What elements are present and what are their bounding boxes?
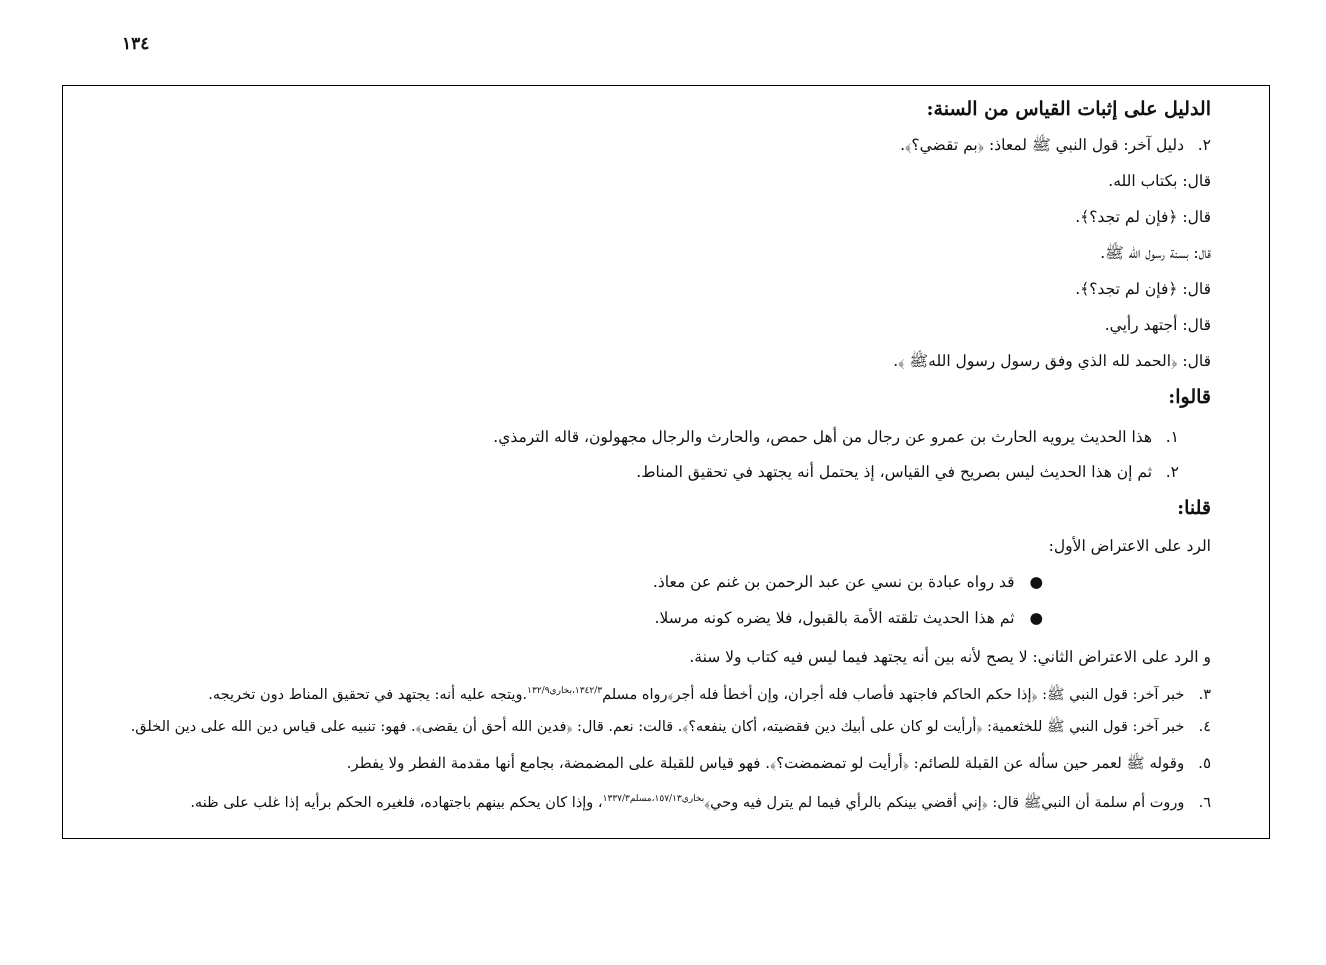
evidence-item <box>347 752 1211 774</box>
dialogue-line: قال: أجتهد رأيي. <box>1104 316 1211 334</box>
evidence-item <box>190 788 1211 814</box>
item-number: ٥. <box>1198 754 1211 772</box>
bullet-icon: ● <box>1029 573 1043 591</box>
bullet-icon: ● <box>1029 609 1043 627</box>
evidence-text: وقوله ﷺ لعمر حين سأله عن القبلة للصائم: ﴿أرأيت لو تمضمضت؟﴾. فهو قياس للقبلة على المضمضة، بجامع أنها مقدمة الفطر ولا يفطر. <box>346 754 1185 772</box>
evidence-text: وروت أم سلمة أن النبيﷺ قال: ﴿إني أقضي بينكم بالرأي فيما لم يترل فيه وحي﴾ <box>704 794 1185 811</box>
objection-item <box>636 461 1179 483</box>
citation: بخاري١٥٧/١٣،مسلم١٣٣٧/٣ <box>602 794 705 804</box>
evidence-item <box>131 716 1211 738</box>
dialogue-line: قال: ﴿فإن لم تجد؟﴾. <box>1075 280 1211 298</box>
evidence-text: خبر آخر: قول النبي ﷺ للخثعمية: ﴿أرأيت لو كان على أبيك دين فقضيته، أكان ينفعه؟﴾. قالت: نعم. قال: ﴿فدين الله أحق أن يقضى﴾. فهو: تنبيه على قياس دين الله على دين الخلق. <box>130 719 1185 735</box>
evidence-item <box>208 680 1211 706</box>
section-title: الدليل على إثبات القياس من السنة: <box>926 98 1211 120</box>
item-number: ٦. <box>1198 794 1211 811</box>
item-number: ٣. <box>1198 686 1211 703</box>
reply1-intro: الرد على الاعتراض الأول: <box>1048 537 1211 555</box>
objection-text: ثم إن هذا الحديث ليس بصريح في القياس، إذ يحتمل أنه يجتهد في تحقيق المناط. <box>636 463 1153 481</box>
qulna-heading: قلنا: <box>1177 497 1211 519</box>
dialogue-line: قال: بسنة رسول الله ﷺ. <box>1100 244 1211 262</box>
objection-item <box>493 426 1179 448</box>
citation: ١٣٤٢/٣،بخاري١٣٢/٩ <box>527 686 603 696</box>
evidence-text-end: .ويتجه عليه أنه: يجتهد في تحقيق المناط دون تخريجه. <box>208 686 528 703</box>
hadith-intro-text: دليل آخر: قول النبي ﷺ لمعاذ: ﴿بم تقضي؟﴾. <box>900 136 1185 154</box>
bullet-text: قد رواه عبادة بن نسي عن عبد الرحمن بن غنم عن معاذ. <box>652 573 1015 591</box>
evidence-text: خبر آخر: قول النبي ﷺ: ﴿إذا حكم الحاكم فاجتهد فأصاب فله أجران، وإن أخطأ فله أجر﴾رواه مسلم <box>602 686 1185 703</box>
content-frame <box>62 85 1270 839</box>
qalu-heading: قالوا: <box>1168 386 1211 408</box>
dialogue-line: قال: بكتاب الله. <box>1108 172 1211 190</box>
bullet-text: ثم هذا الحديث تلقته الأمة بالقبول، فلا يضره كونه مرسلا. <box>654 609 1015 627</box>
dialogue-line: قال: ﴿الحمد لله الذي وفق رسول رسول اللهﷺ ﴾. <box>893 352 1211 370</box>
item-number: ٢. <box>1197 136 1211 154</box>
reply2: و الرد على الاعتراض الثاني: لا يصح لأنه بين أنه يجتهد فيما ليس فيه كتاب ولا سنة. <box>689 648 1211 666</box>
item-number: ٢. <box>1165 463 1179 481</box>
evidence-text-end: ، وإذا كان يحكم بينهم باجتهاده، فلغيره الحكم برأيه إذا غلب على ظنه. <box>190 794 603 811</box>
bullet-item <box>655 607 1043 629</box>
dialogue-line: قال: ﴿فإن لم تجد؟﴾. <box>1075 208 1211 226</box>
item-number: ٤. <box>1198 719 1211 735</box>
item-number: ١. <box>1165 428 1179 446</box>
bullet-item <box>653 571 1043 593</box>
page-number: ١٣٤ <box>122 34 150 54</box>
objection-text: هذا الحديث يرويه الحارث بن عمرو عن رجال من أهل حمص، والحارث والرجال مجهولون، قاله الترمذي. <box>493 428 1153 446</box>
hadith-intro <box>900 134 1211 156</box>
